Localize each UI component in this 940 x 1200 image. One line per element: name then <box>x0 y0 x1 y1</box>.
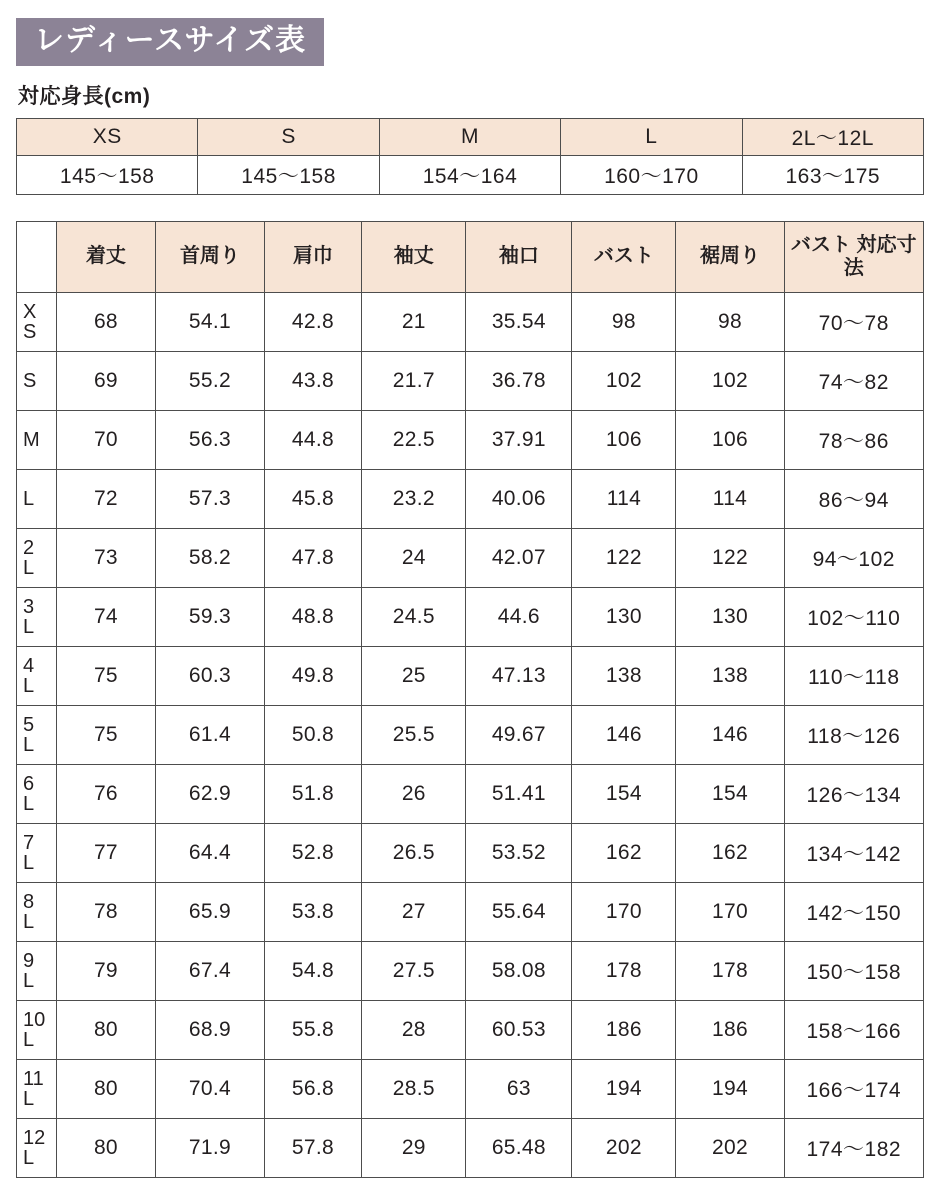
height-size-header: L <box>561 118 742 155</box>
column-header-bust-range <box>784 221 923 292</box>
cell-hem: 98 <box>676 292 784 351</box>
column-header-hem: 裾周り <box>676 221 784 292</box>
cell-bust-range: 86〜94 <box>784 469 923 528</box>
row-header-size-line2: L <box>23 733 35 756</box>
row-header-size <box>17 469 57 528</box>
cell-bust-range: 150〜158 <box>784 941 923 1000</box>
row-header-size-line2: L <box>23 1087 35 1110</box>
row-header-size <box>17 882 57 941</box>
row-header-size <box>17 292 57 351</box>
cell-sleeve-length: 21.7 <box>362 351 466 410</box>
cell-neck: 60.3 <box>156 646 264 705</box>
cell-bust: 146 <box>572 705 676 764</box>
row-header-size-line1: 6 <box>23 772 35 795</box>
cell-cuff: 44.6 <box>466 587 572 646</box>
cell-bust-range: 110〜118 <box>784 646 923 705</box>
cell-length: 80 <box>56 1000 156 1059</box>
cell-neck: 54.1 <box>156 292 264 351</box>
table-row <box>17 469 924 528</box>
measurement-header-row <box>17 221 924 292</box>
column-header-cuff: 袖口 <box>466 221 572 292</box>
row-header-size-line2: L <box>23 1028 35 1051</box>
table-row <box>17 1118 924 1177</box>
cell-hem: 186 <box>676 1000 784 1059</box>
cell-bust: 170 <box>572 882 676 941</box>
cell-hem: 154 <box>676 764 784 823</box>
cell-shoulder: 49.8 <box>264 646 362 705</box>
table-row <box>17 941 924 1000</box>
cell-sleeve-length: 26 <box>362 764 466 823</box>
cell-bust-range: 142〜150 <box>784 882 923 941</box>
height-table <box>16 118 924 195</box>
row-header-size-line2: L <box>23 1146 35 1169</box>
cell-sleeve-length: 24 <box>362 528 466 587</box>
cell-cuff: 36.78 <box>466 351 572 410</box>
row-header-size-line1: 2 <box>23 536 35 559</box>
cell-cuff: 60.53 <box>466 1000 572 1059</box>
cell-bust-range: 102〜110 <box>784 587 923 646</box>
row-header-size <box>17 587 57 646</box>
cell-sleeve-length: 24.5 <box>362 587 466 646</box>
table-row <box>17 587 924 646</box>
cell-sleeve-length: 28.5 <box>362 1059 466 1118</box>
cell-length: 76 <box>56 764 156 823</box>
row-header-size <box>17 1059 57 1118</box>
cell-shoulder: 44.8 <box>264 410 362 469</box>
table-row <box>17 705 924 764</box>
cell-hem: 178 <box>676 941 784 1000</box>
row-header-size <box>17 764 57 823</box>
row-header-size <box>17 1118 57 1177</box>
cell-length: 75 <box>56 646 156 705</box>
column-header-bust: バスト <box>572 221 676 292</box>
cell-cuff: 58.08 <box>466 941 572 1000</box>
cell-hem: 106 <box>676 410 784 469</box>
cell-bust: 130 <box>572 587 676 646</box>
cell-sleeve-length: 27 <box>362 882 466 941</box>
row-header-size-line2: L <box>23 556 35 579</box>
table-row <box>17 1000 924 1059</box>
cell-sleeve-length: 23.2 <box>362 469 466 528</box>
row-header-size-line1: S <box>23 369 37 392</box>
row-header-size-line1: 12 <box>23 1126 46 1149</box>
row-header-size-line1: 7 <box>23 831 35 854</box>
cell-bust: 114 <box>572 469 676 528</box>
cell-neck: 55.2 <box>156 351 264 410</box>
row-header-size-line1: M <box>23 428 40 451</box>
cell-sleeve-length: 26.5 <box>362 823 466 882</box>
column-header-sleeve-length: 袖丈 <box>362 221 466 292</box>
cell-sleeve-length: 28 <box>362 1000 466 1059</box>
height-value: 145〜158 <box>198 155 379 194</box>
cell-shoulder: 43.8 <box>264 351 362 410</box>
height-size-header: 2L〜12L <box>742 118 923 155</box>
cell-bust: 186 <box>572 1000 676 1059</box>
row-header-size-line2: L <box>23 792 35 815</box>
cell-length: 74 <box>56 587 156 646</box>
cell-hem: 146 <box>676 705 784 764</box>
column-header-shoulder: 肩巾 <box>264 221 362 292</box>
cell-bust-range: 94〜102 <box>784 528 923 587</box>
height-size-header: XS <box>17 118 198 155</box>
cell-shoulder: 55.8 <box>264 1000 362 1059</box>
cell-cuff: 51.41 <box>466 764 572 823</box>
table-row <box>17 528 924 587</box>
cell-neck: 56.3 <box>156 410 264 469</box>
cell-hem: 102 <box>676 351 784 410</box>
height-value: 154〜164 <box>379 155 560 194</box>
cell-length: 79 <box>56 941 156 1000</box>
height-table-header-row <box>17 118 924 155</box>
row-header-size-line2: L <box>23 910 35 933</box>
cell-length: 75 <box>56 705 156 764</box>
cell-hem: 194 <box>676 1059 784 1118</box>
cell-shoulder: 50.8 <box>264 705 362 764</box>
cell-length: 73 <box>56 528 156 587</box>
table-corner-cell <box>17 221 57 292</box>
cell-bust: 154 <box>572 764 676 823</box>
cell-sleeve-length: 21 <box>362 292 466 351</box>
height-section-label: 対応身長(cm) <box>18 84 151 108</box>
measurement-table <box>16 221 924 1178</box>
row-header-size-line1: 4 <box>23 654 35 677</box>
cell-neck: 70.4 <box>156 1059 264 1118</box>
row-header-size <box>17 1000 57 1059</box>
cell-bust-range: 166〜174 <box>784 1059 923 1118</box>
cell-neck: 68.9 <box>156 1000 264 1059</box>
cell-shoulder: 57.8 <box>264 1118 362 1177</box>
row-header-size-line2: S <box>23 320 37 343</box>
cell-cuff: 47.13 <box>466 646 572 705</box>
cell-length: 80 <box>56 1118 156 1177</box>
column-header-bust-range-line1: バスト <box>791 233 851 256</box>
row-header-size-line1: 8 <box>23 890 35 913</box>
page-title: レディースサイズ表 <box>16 18 324 66</box>
height-value: 163〜175 <box>742 155 923 194</box>
cell-hem: 122 <box>676 528 784 587</box>
cell-bust-range: 74〜82 <box>784 351 923 410</box>
height-size-header: M <box>379 118 560 155</box>
cell-neck: 61.4 <box>156 705 264 764</box>
cell-shoulder: 42.8 <box>264 292 362 351</box>
row-header-size-line1: 5 <box>23 713 35 736</box>
column-header-neck: 首周り <box>156 221 264 292</box>
cell-hem: 114 <box>676 469 784 528</box>
table-row <box>17 292 924 351</box>
row-header-size <box>17 351 57 410</box>
column-header-length: 着丈 <box>56 221 156 292</box>
row-header-size <box>17 941 57 1000</box>
cell-neck: 57.3 <box>156 469 264 528</box>
cell-bust-range: 174〜182 <box>784 1118 923 1177</box>
cell-length: 78 <box>56 882 156 941</box>
cell-hem: 162 <box>676 823 784 882</box>
cell-shoulder: 51.8 <box>264 764 362 823</box>
row-header-size-line2: L <box>23 851 35 874</box>
cell-cuff: 35.54 <box>466 292 572 351</box>
row-header-size-line1: 10 <box>23 1008 46 1031</box>
row-header-size-line1: 9 <box>23 949 35 972</box>
cell-shoulder: 45.8 <box>264 469 362 528</box>
row-header-size <box>17 646 57 705</box>
cell-neck: 62.9 <box>156 764 264 823</box>
cell-cuff: 42.07 <box>466 528 572 587</box>
cell-length: 80 <box>56 1059 156 1118</box>
cell-sleeve-length: 25 <box>362 646 466 705</box>
cell-bust: 138 <box>572 646 676 705</box>
table-row <box>17 1059 924 1118</box>
row-header-size-line1: X <box>23 300 37 323</box>
cell-bust: 122 <box>572 528 676 587</box>
cell-neck: 71.9 <box>156 1118 264 1177</box>
row-header-size <box>17 705 57 764</box>
row-header-size-line2: L <box>23 615 35 638</box>
cell-sleeve-length: 27.5 <box>362 941 466 1000</box>
cell-bust-range: 70〜78 <box>784 292 923 351</box>
row-header-size-line2: L <box>23 969 35 992</box>
cell-cuff: 40.06 <box>466 469 572 528</box>
cell-shoulder: 54.8 <box>264 941 362 1000</box>
row-header-size-line2: L <box>23 674 35 697</box>
height-value: 145〜158 <box>17 155 198 194</box>
cell-neck: 58.2 <box>156 528 264 587</box>
cell-shoulder: 47.8 <box>264 528 362 587</box>
cell-cuff: 53.52 <box>466 823 572 882</box>
cell-hem: 170 <box>676 882 784 941</box>
row-header-size-line1: 3 <box>23 595 35 618</box>
row-header-size-line1: 11 <box>23 1067 44 1090</box>
table-row <box>17 351 924 410</box>
cell-shoulder: 48.8 <box>264 587 362 646</box>
cell-hem: 130 <box>676 587 784 646</box>
cell-bust: 102 <box>572 351 676 410</box>
cell-bust-range: 78〜86 <box>784 410 923 469</box>
cell-bust: 106 <box>572 410 676 469</box>
cell-cuff: 55.64 <box>466 882 572 941</box>
cell-shoulder: 53.8 <box>264 882 362 941</box>
cell-length: 68 <box>56 292 156 351</box>
cell-bust-range: 118〜126 <box>784 705 923 764</box>
cell-length: 77 <box>56 823 156 882</box>
cell-bust: 98 <box>572 292 676 351</box>
height-value: 160〜170 <box>561 155 742 194</box>
cell-bust-range: 134〜142 <box>784 823 923 882</box>
cell-neck: 65.9 <box>156 882 264 941</box>
cell-bust: 194 <box>572 1059 676 1118</box>
cell-bust-range: 126〜134 <box>784 764 923 823</box>
row-header-size-line1: L <box>23 487 35 510</box>
cell-cuff: 63 <box>466 1059 572 1118</box>
row-header-size <box>17 410 57 469</box>
cell-hem: 202 <box>676 1118 784 1177</box>
cell-bust: 178 <box>572 941 676 1000</box>
cell-sleeve-length: 25.5 <box>362 705 466 764</box>
cell-shoulder: 56.8 <box>264 1059 362 1118</box>
cell-shoulder: 52.8 <box>264 823 362 882</box>
table-row <box>17 882 924 941</box>
cell-neck: 64.4 <box>156 823 264 882</box>
cell-bust-range: 158〜166 <box>784 1000 923 1059</box>
cell-length: 72 <box>56 469 156 528</box>
cell-sleeve-length: 29 <box>362 1118 466 1177</box>
table-row <box>17 410 924 469</box>
cell-length: 70 <box>56 410 156 469</box>
cell-cuff: 37.91 <box>466 410 572 469</box>
row-header-size <box>17 528 57 587</box>
column-header-bust-range-line2: 対応寸法 <box>843 233 917 279</box>
cell-sleeve-length: 22.5 <box>362 410 466 469</box>
table-row <box>17 646 924 705</box>
cell-neck: 67.4 <box>156 941 264 1000</box>
height-size-header: S <box>198 118 379 155</box>
table-row <box>17 823 924 882</box>
height-table-value-row <box>17 155 924 194</box>
cell-bust: 162 <box>572 823 676 882</box>
cell-cuff: 49.67 <box>466 705 572 764</box>
row-header-size <box>17 823 57 882</box>
cell-bust: 202 <box>572 1118 676 1177</box>
cell-cuff: 65.48 <box>466 1118 572 1177</box>
cell-length: 69 <box>56 351 156 410</box>
cell-neck: 59.3 <box>156 587 264 646</box>
cell-hem: 138 <box>676 646 784 705</box>
table-row <box>17 764 924 823</box>
